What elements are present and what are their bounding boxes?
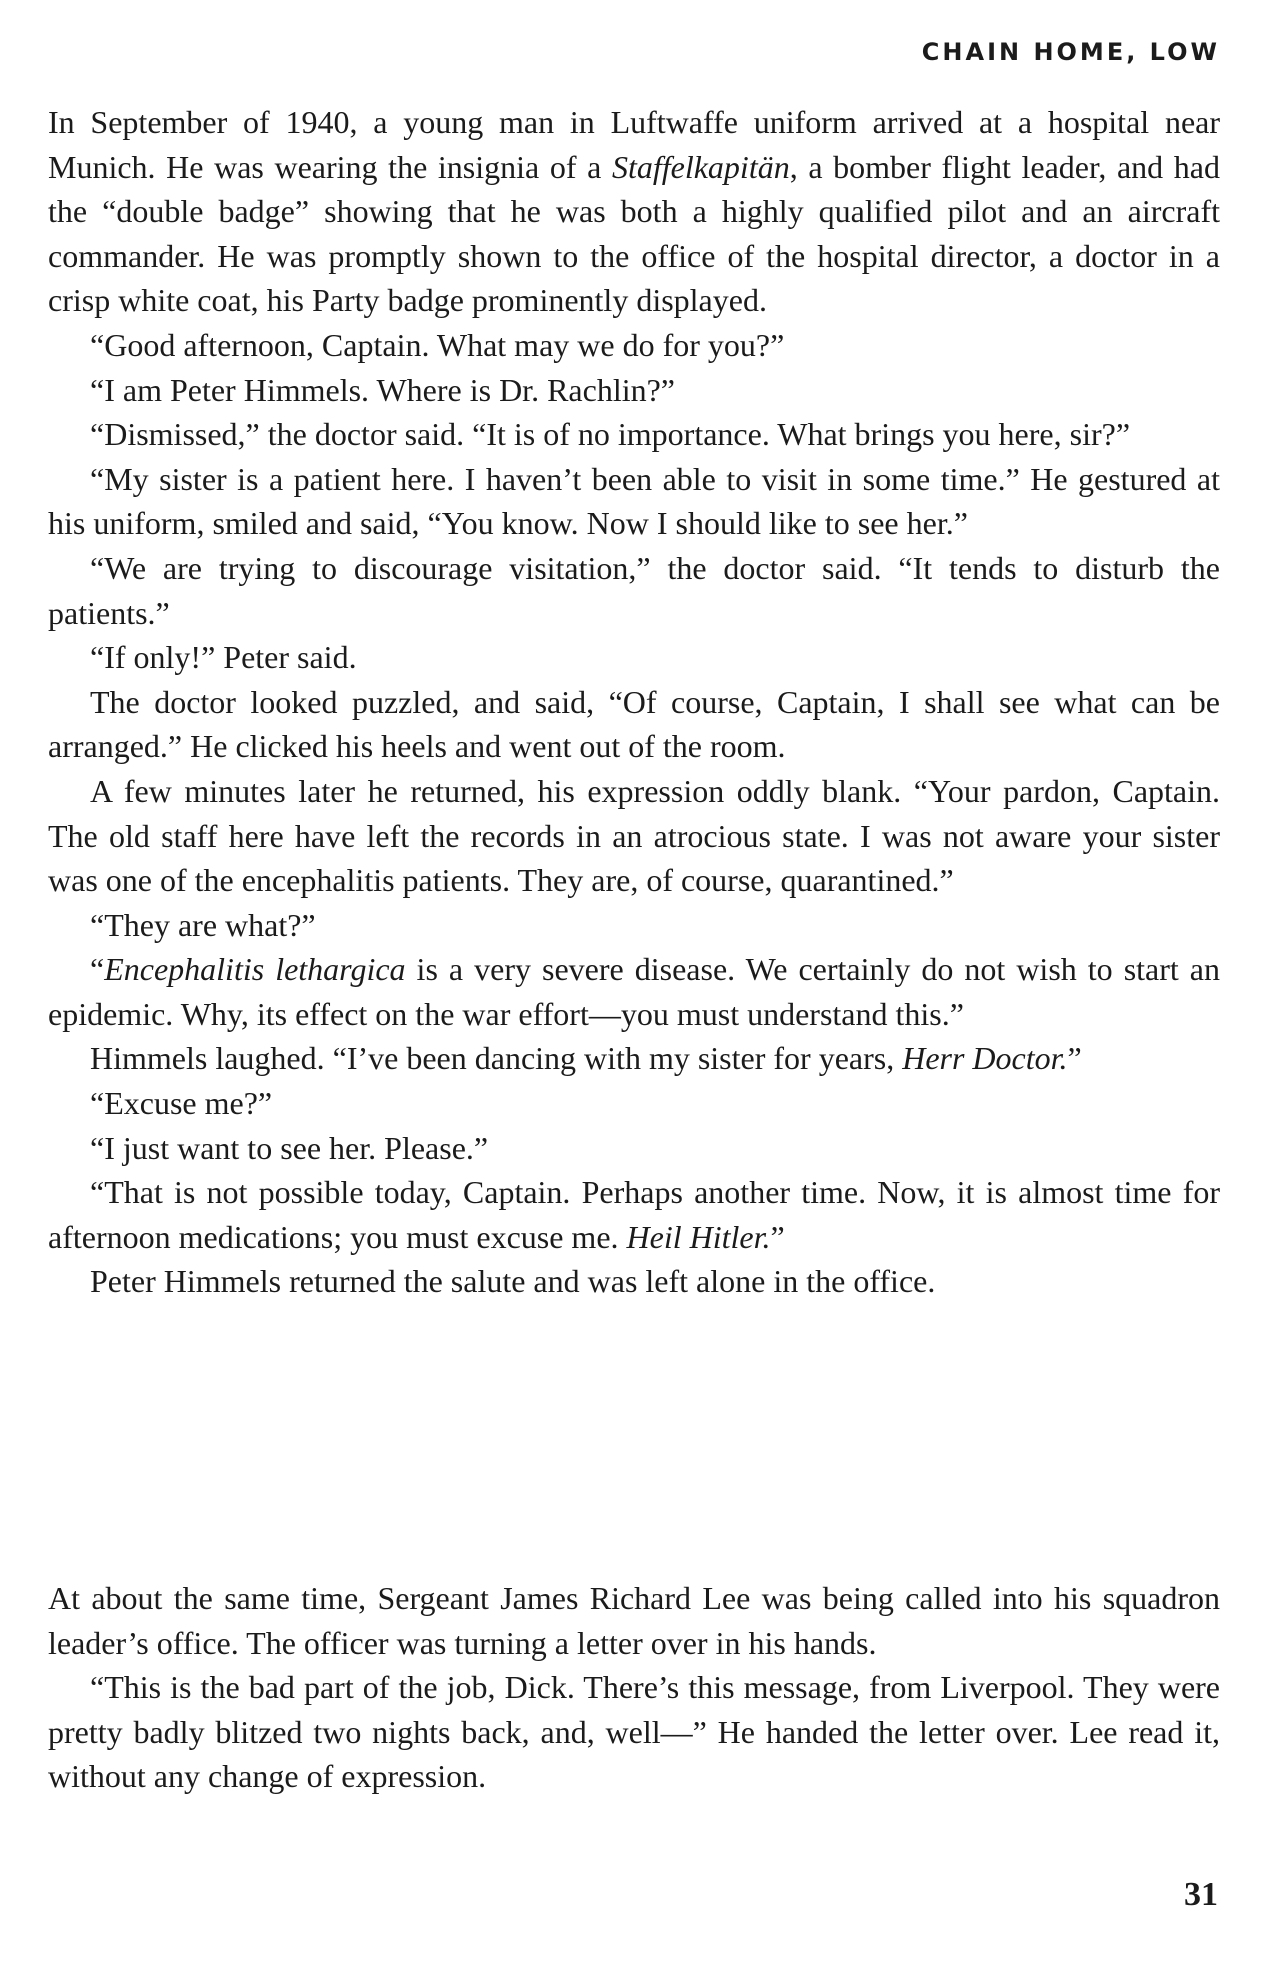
paragraph: “If only!” Peter said. <box>90 639 357 676</box>
paragraph: “Dismissed,” the doctor said. “It is of no importance. What brings you here, sir?” <box>90 416 1131 453</box>
page-number: 31 <box>1184 1876 1218 1913</box>
paragraph: In September of 1940, a young man in Luftwaffe uniform arrived at a hospital near Munich. He was wearing the insignia of a Staffelkapitän, a bomber flight leader, and had the “double badge” showing that he was both a highly qualified pilot and an aircraft commander. He was promptly shown to the office of the hospital director, a doctor in a crisp white coat, his Party badge prominently displayed. <box>48 104 1221 319</box>
paragraph: “They are what?” <box>90 906 316 943</box>
paragraph: Peter Himmels returned the salute and was left alone in the office. <box>90 1263 936 1300</box>
emphasis: Encephalitis lethargica <box>104 951 406 988</box>
paragraph: A few minutes later he returned, his expression oddly blank. “Your pardon, Captain. The old staff here have left the records in an atrocious state. I was not aware your sister was one of the encephalitis patients. They are, of course, quarantined.” <box>48 772 1220 899</box>
section-1 <box>48 100 1220 1304</box>
running-head: CHAIN HOME, LOW <box>921 38 1220 66</box>
paragraph: “We are trying to discourage visitation,” the doctor said. “It tends to disturb the patients.” <box>48 549 1220 631</box>
paragraph: “My sister is a patient here. I haven’t been able to visit in some time.” He gestured at his uniform, smiled and said, “You know. Now I should like to see her.” <box>48 460 1220 542</box>
emphasis: Herr Doctor. <box>902 1040 1068 1077</box>
paragraph: “This is the bad part of the job, Dick. There’s this message, from Liverpool. They were pretty badly blitzed two nights back, and, well—” He handed the letter over. Lee read it, without any change of expression. <box>48 1669 1220 1795</box>
paragraph: “I just want to see her. Please.” <box>90 1129 489 1166</box>
emphasis: Staffelkapitän <box>611 148 790 185</box>
paragraph: “That is not possible today, Captain. Perhaps another time. Now, it is almost time for afternoon medications; you must excuse me. Heil Hitler.” <box>48 1174 1220 1255</box>
section-2 <box>48 1576 1220 1799</box>
paragraph: “Good afternoon, Captain. What may we do for you?” <box>90 326 785 363</box>
paragraph: “I am Peter Himmels. Where is Dr. Rachlin?” <box>90 371 675 408</box>
paragraph: The doctor looked puzzled, and said, “Of course, Captain, I shall see what can be arranged.” He clicked his heels and went out of the room. <box>48 683 1220 765</box>
emphasis: Heil Hitler. <box>626 1218 771 1255</box>
paragraph: “Encephalitis lethargica is a very severe disease. We certainly do not wish to start an epidemic. Why, its effect on the war effort—you must understand this.” <box>48 951 1220 1032</box>
paragraph: At about the same time, Sergeant James Richard Lee was being called into his squadron leader’s office. The officer was turning a letter over in his hands. <box>48 1580 1220 1661</box>
paragraph: “Excuse me?” <box>90 1085 273 1122</box>
paragraph: Himmels laughed. “I’ve been dancing with my sister for years, Herr Doctor.” <box>90 1040 1082 1077</box>
